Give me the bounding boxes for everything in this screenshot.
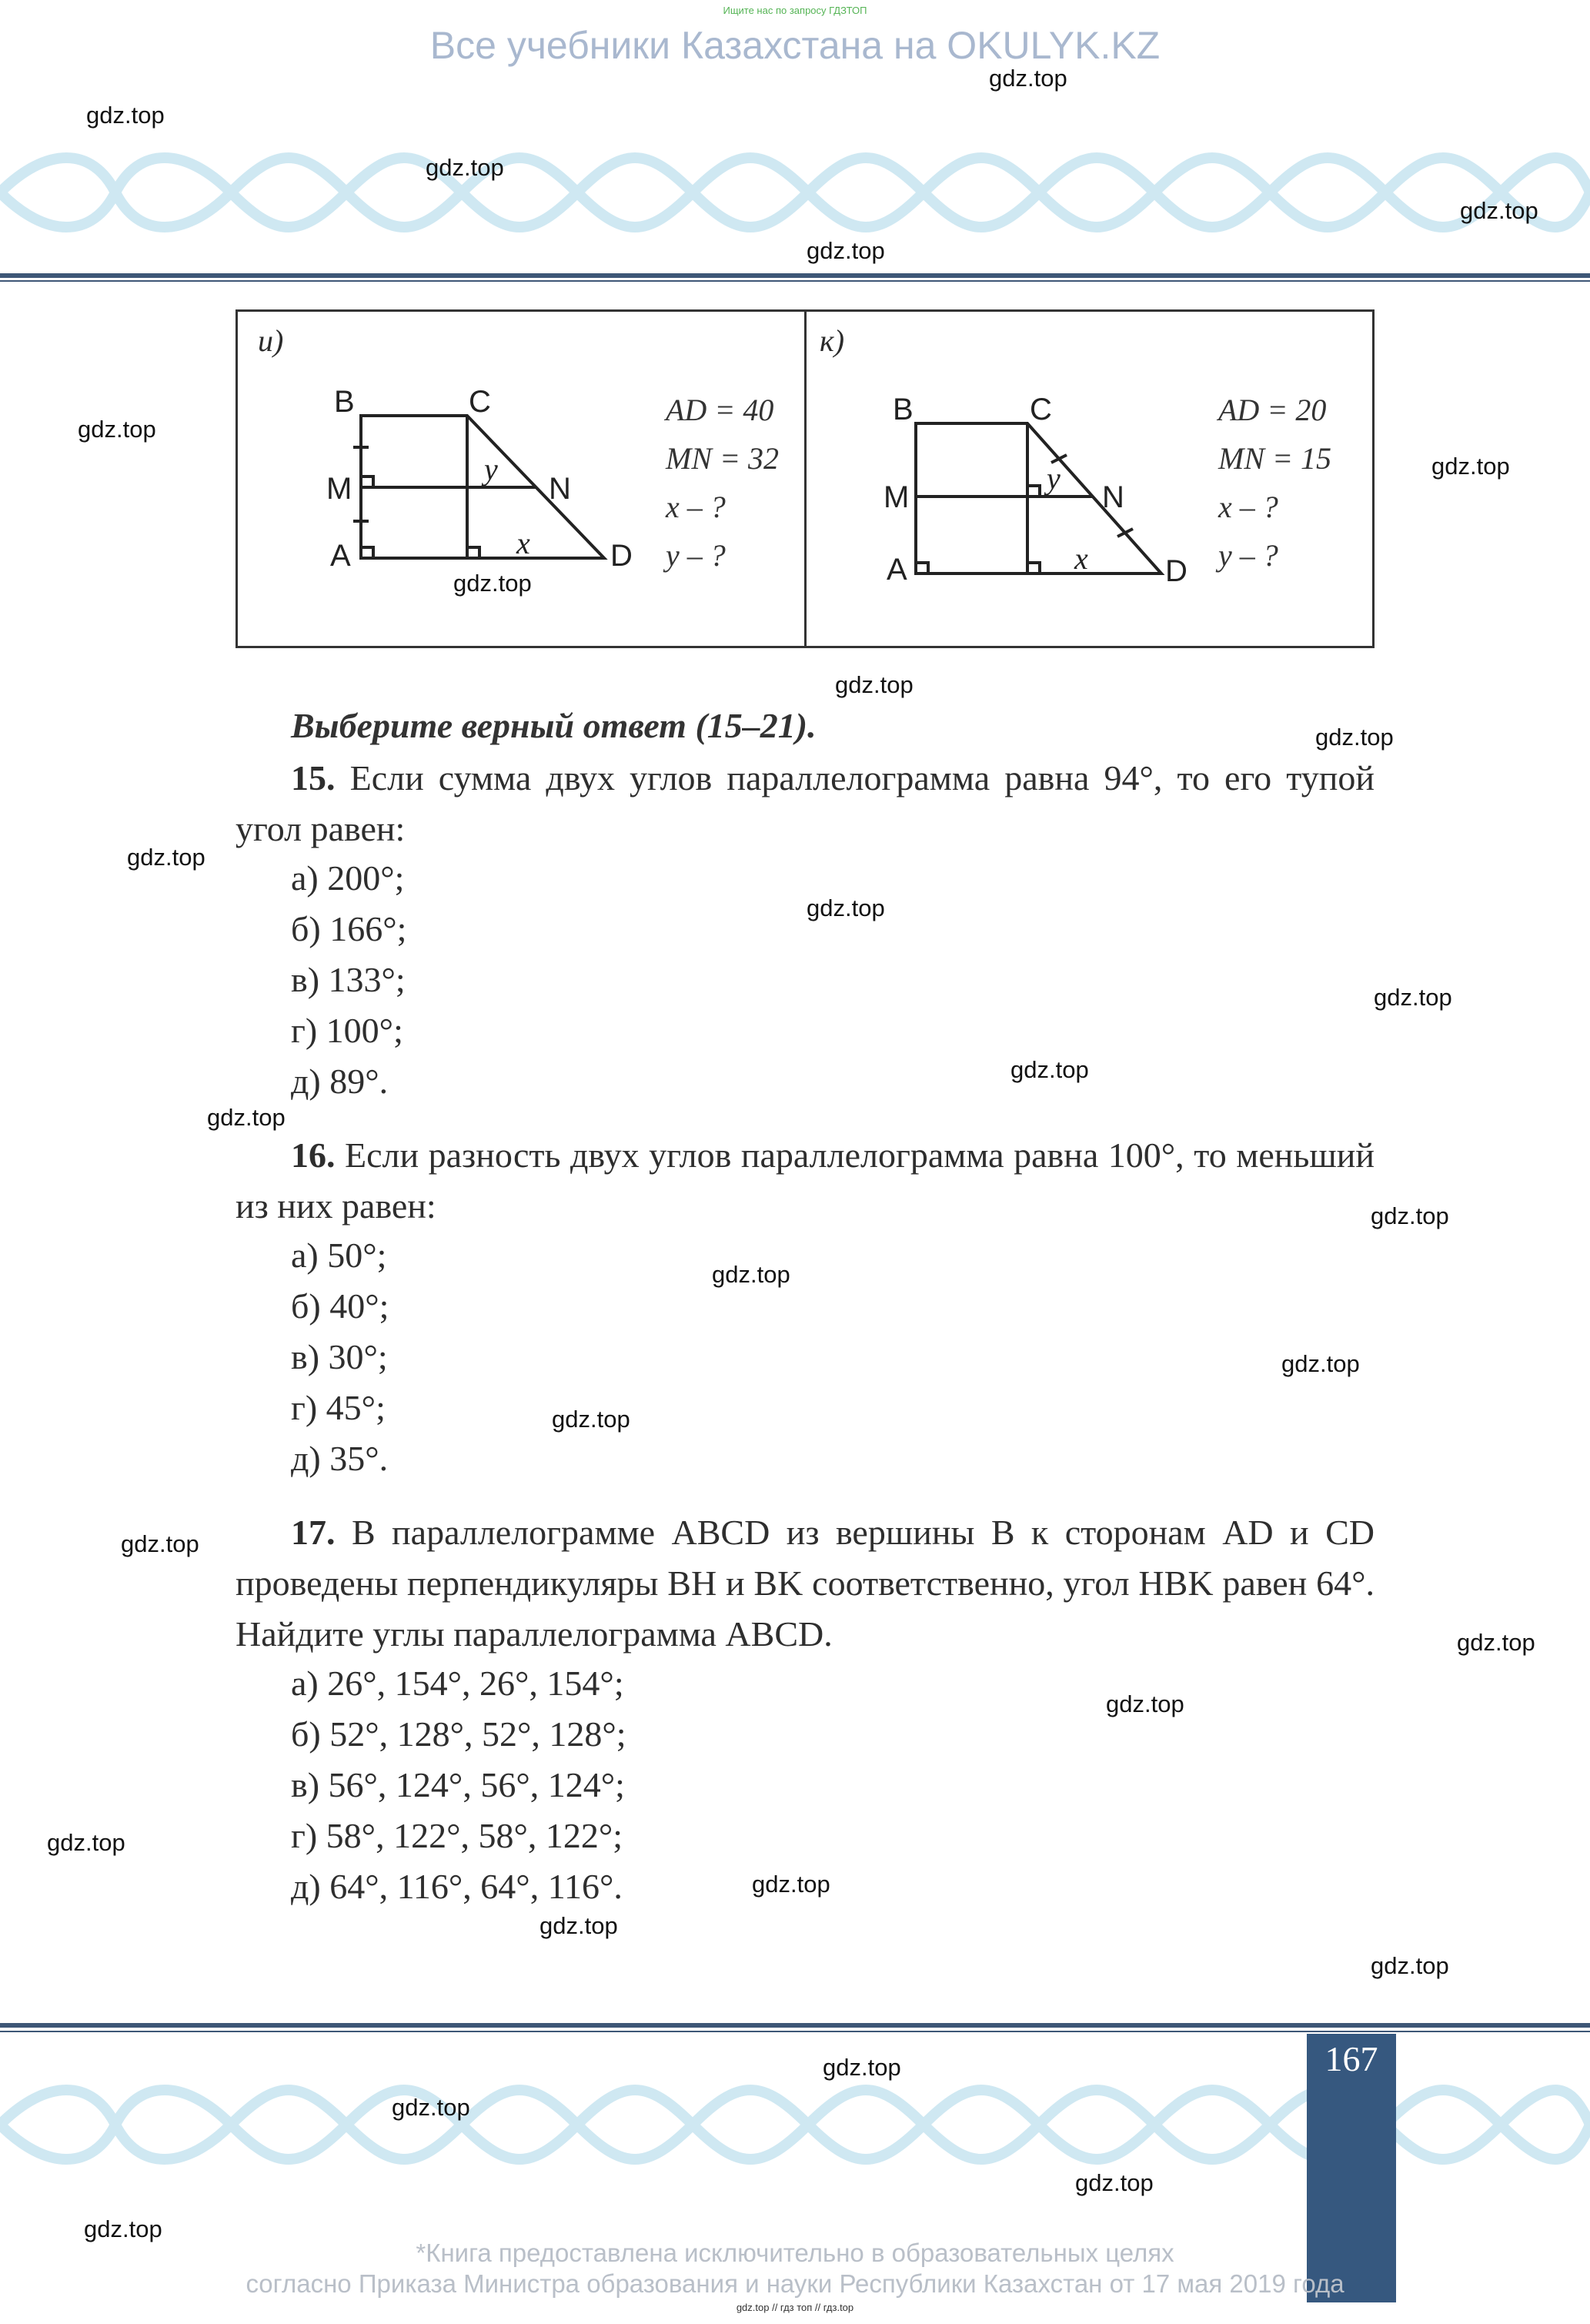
trapezoid-outline-right	[916, 423, 1161, 573]
watermark: gdz.top	[78, 416, 156, 443]
q16-option-d[interactable]: г) 45°;	[291, 1388, 386, 1427]
given-list-left	[666, 386, 779, 580]
given-y-right: y – ?	[1218, 538, 1278, 573]
watermark: gdz.top	[207, 1104, 286, 1131]
watermark: gdz.top	[392, 2094, 470, 2121]
q15-option-a[interactable]: а) 200°;	[291, 858, 405, 898]
figure-label-left: и)	[258, 323, 284, 358]
q16-option-c[interactable]: в) 30°;	[291, 1337, 388, 1376]
question-16-number: 16.	[291, 1135, 336, 1175]
point-m-right: M	[884, 480, 910, 514]
point-d-right: D	[1165, 554, 1187, 588]
question-15-number: 15.	[291, 758, 336, 798]
question-17-number: 17.	[291, 1513, 336, 1552]
given-x-right: x – ?	[1218, 490, 1278, 524]
point-a-right: A	[887, 553, 907, 587]
question-16	[235, 1130, 1375, 1232]
segment-x-right: x	[1074, 541, 1088, 576]
point-n-right: N	[1102, 480, 1124, 514]
q17-option-c[interactable]: в) 56°, 124°, 56°, 124°;	[291, 1765, 625, 1804]
footer-disclaimer-2: согласно Приказа Министра образования и науки Республики Казахстан от 17 мая 2019 года	[246, 2269, 1344, 2298]
watermark: gdz.top	[807, 237, 885, 264]
watermark: gdz.top	[1460, 197, 1538, 224]
watermark: gdz.top	[1075, 2169, 1154, 2196]
q17-option-a[interactable]: а) 26°, 154°, 26°, 154°;	[291, 1664, 624, 1703]
point-n-left: N	[549, 472, 571, 506]
watermark: gdz.top	[807, 894, 885, 921]
point-m-left: M	[326, 472, 352, 506]
watermark: gdz.top	[1457, 1629, 1535, 1656]
segment-y-right: y	[1047, 461, 1061, 496]
watermark: gdz.top	[823, 2054, 901, 2081]
footer-small-links[interactable]: gdz.top // гдз топ // гдз.top	[736, 2302, 854, 2313]
instruction-heading: Выберите верный ответ (15–21).	[291, 706, 817, 745]
q16-option-a[interactable]: а) 50°;	[291, 1236, 387, 1275]
bottom-rule-thin	[0, 2031, 1590, 2032]
figure-label-right: к)	[820, 323, 845, 358]
given-x-left: x – ?	[666, 490, 726, 524]
watermark: gdz.top	[1374, 984, 1452, 1011]
given-mn-left: MN = 32	[666, 441, 779, 476]
watermark: gdz.top	[835, 671, 914, 698]
given-mn-right: MN = 15	[1218, 441, 1331, 476]
watermark: gdz.top	[127, 844, 205, 871]
segment-y-left: y	[484, 452, 498, 487]
given-ad-left: AD = 40	[666, 393, 774, 427]
question-16-text: Если разность двух углов параллелограмма равна 100°, то меньший из них равен:	[235, 1135, 1375, 1226]
watermark: gdz.top	[552, 1406, 630, 1433]
watermark: gdz.top	[47, 1829, 125, 1856]
q15-option-c[interactable]: в) 133°;	[291, 960, 406, 999]
q16-option-b[interactable]: б) 40°;	[291, 1286, 389, 1326]
top-rule-thin	[0, 280, 1590, 282]
bottom-rule	[0, 2023, 1590, 2028]
question-17	[235, 1507, 1375, 1660]
watermark: gdz.top	[453, 570, 532, 597]
watermark: gdz.top	[426, 154, 504, 181]
top-rule	[0, 273, 1590, 278]
watermark: gdz.top	[989, 65, 1067, 92]
point-c-left: C	[469, 385, 491, 419]
given-y-left: y – ?	[666, 538, 726, 573]
watermark: gdz.top	[1371, 1202, 1449, 1229]
point-d-left: D	[610, 539, 633, 573]
watermark: gdz.top	[121, 1530, 199, 1557]
watermark: gdz.top	[1106, 1690, 1184, 1717]
question-15-text: Если сумма двух углов параллелограмма равна 94°, то его тупой угол равен:	[235, 758, 1375, 848]
watermark: gdz.top	[84, 2215, 162, 2242]
point-b-right: B	[893, 393, 914, 426]
question-15	[235, 753, 1375, 854]
top-ornament-band	[0, 139, 1590, 246]
q17-option-d[interactable]: г) 58°, 122°, 58°, 122°;	[291, 1816, 623, 1855]
site-title[interactable]: Все учебники Казахстана на OKULYK.KZ	[429, 24, 1161, 67]
given-ad-right: AD = 20	[1218, 393, 1327, 427]
page-number: 167	[1324, 2039, 1378, 2078]
figures-box	[235, 309, 1375, 648]
watermark: gdz.top	[539, 1912, 618, 1939]
search-hint: Ищите нас по запросу ГДЗТОП	[723, 5, 867, 16]
watermark: gdz.top	[1281, 1350, 1360, 1377]
given-list-right	[1218, 386, 1331, 580]
q16-option-e[interactable]: д) 35°.	[291, 1439, 389, 1478]
q17-option-e[interactable]: д) 64°, 116°, 64°, 116°.	[291, 1867, 623, 1906]
watermark: gdz.top	[1431, 453, 1510, 480]
segment-x-left: x	[516, 526, 530, 560]
watermark: gdz.top	[1010, 1056, 1089, 1083]
q15-option-b[interactable]: б) 166°;	[291, 909, 407, 948]
watermark: gdz.top	[752, 1871, 830, 1898]
point-c-right: C	[1030, 393, 1052, 426]
question-17-text: В параллелограмме ABCD из вершины B к сторонам AD и CD проведены перпендикуляры BH и BK соответственно, угол HBK равен 64°. Найдите углы параллелограмма ABCD.	[235, 1513, 1375, 1654]
footer-disclaimer-1: *Книга предоставлена исключительно в образовательных целях	[416, 2239, 1174, 2267]
point-a-left: A	[330, 539, 351, 573]
watermark: gdz.top	[86, 102, 165, 129]
watermark: gdz.top	[1371, 1952, 1449, 1979]
watermark: gdz.top	[1315, 724, 1394, 751]
watermark: gdz.top	[712, 1261, 790, 1288]
q15-option-d[interactable]: г) 100°;	[291, 1011, 403, 1050]
q15-option-e[interactable]: д) 89°.	[291, 1062, 389, 1101]
point-b-left: B	[334, 385, 355, 419]
q17-option-b[interactable]: б) 52°, 128°, 52°, 128°;	[291, 1714, 626, 1754]
